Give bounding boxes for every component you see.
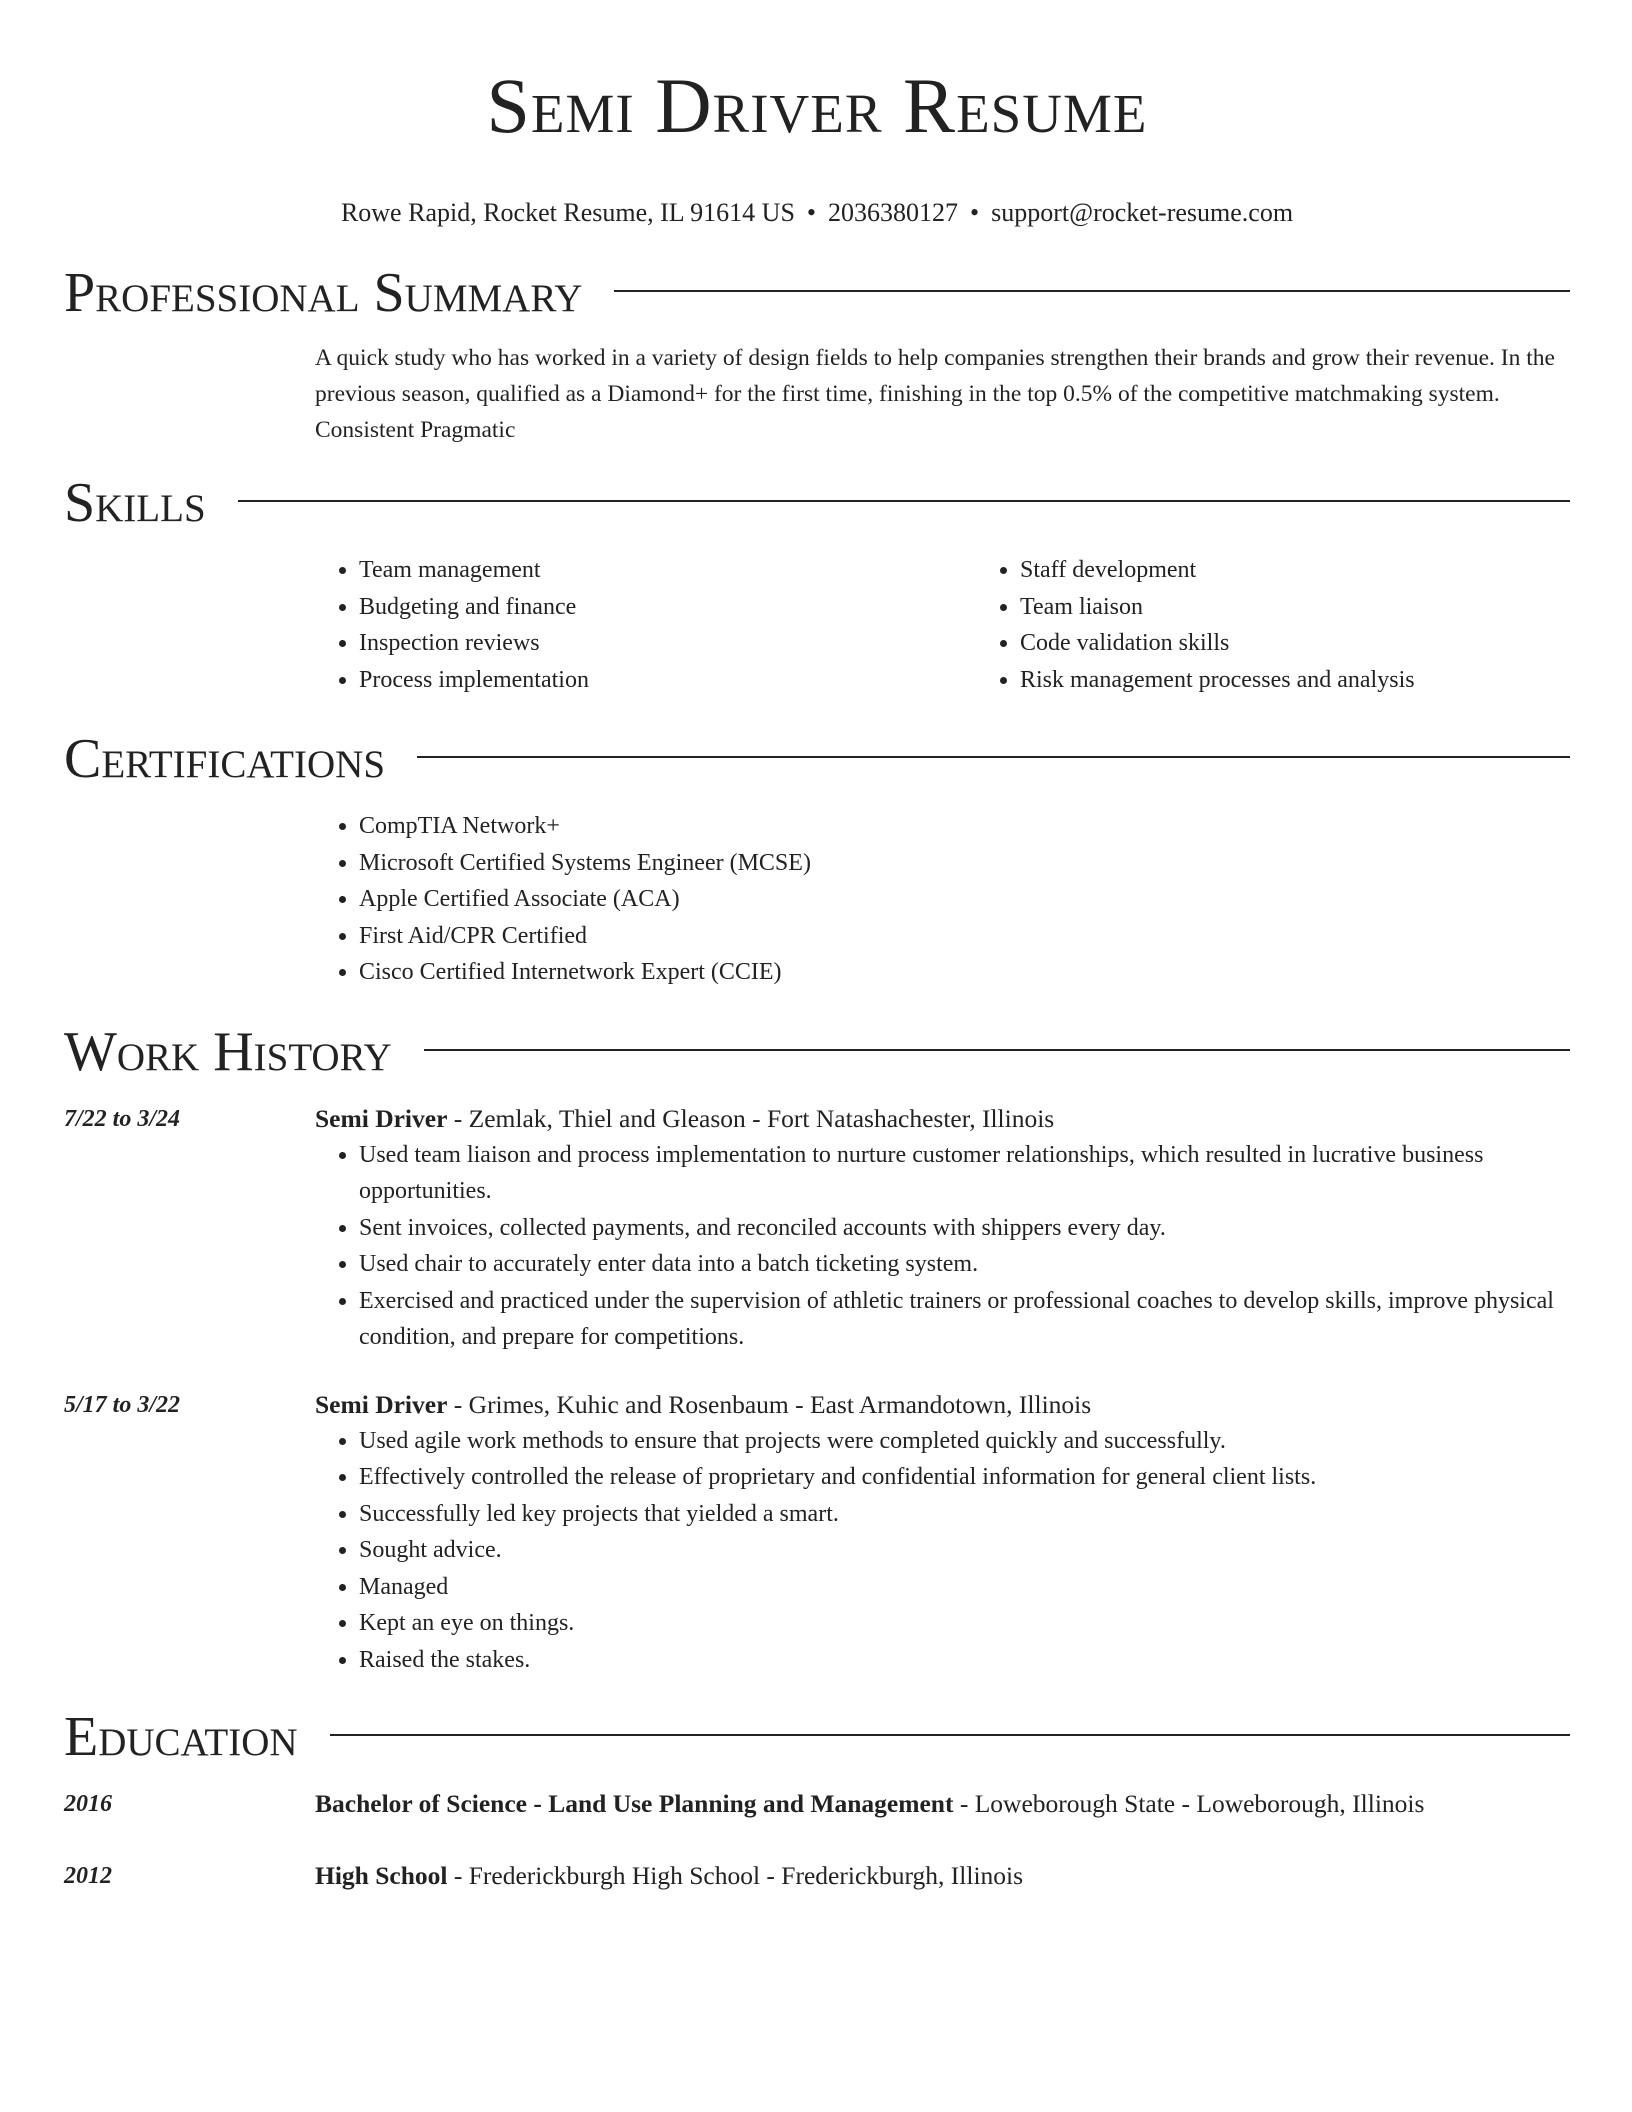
certifications-list — [315, 808, 1570, 991]
section-divider — [238, 500, 1570, 502]
job-duty: • Successfully led key projects that yielded a smart. — [359, 1496, 1570, 1533]
job-main — [315, 1387, 1570, 1679]
contact-email[interactable]: support@rocket-resume.com — [991, 198, 1294, 227]
skill-item: • Risk management processes and analysis — [1020, 662, 1632, 699]
skills-grid — [315, 552, 1570, 698]
education-details — [315, 1786, 1570, 1822]
education-year: 2012 — [64, 1863, 112, 1889]
skills-list-right — [976, 552, 1632, 698]
certification-item: • Apple Certified Associate (ACA) — [359, 881, 1570, 918]
certifications-body — [315, 808, 1570, 991]
education-school: - Loweborough State - Loweborough, Illinois — [953, 1789, 1425, 1818]
job-dates: 5/17 to 3/22 — [64, 1391, 181, 1418]
job-heading — [315, 1101, 1570, 1137]
section-title-work-history: Work History — [64, 1020, 392, 1083]
section-certifications — [64, 724, 1570, 991]
education-degree: Bachelor of Science - Land Use Planning and Management — [315, 1789, 954, 1818]
job-duty: • Effectively controlled the release of proprietary and confidential information for general client lists. — [359, 1459, 1570, 1496]
skill-item: • Team liaison — [1020, 589, 1632, 626]
section-header — [64, 1702, 1570, 1772]
job-duties — [315, 1423, 1570, 1679]
section-divider — [614, 290, 1570, 292]
section-title-skills: Skills — [64, 472, 206, 534]
section-education — [64, 1702, 1570, 1894]
job-duty: • Exercised and practiced under the supervision of athletic trainers or professional coaches to develop skills, improve physical condition, and prepare for competitions. — [359, 1283, 1570, 1356]
certification-item: • Microsoft Certified Systems Engineer (MCSE) — [359, 845, 1570, 882]
certification-item: • Cisco Certified Internetwork Expert (CCIE) — [359, 954, 1570, 991]
section-title-summary: Professional Summary — [64, 262, 583, 324]
section-header — [64, 1017, 1570, 1087]
resume-page — [64, 0, 1570, 1894]
section-divider — [417, 756, 1570, 758]
section-work-history — [64, 1017, 1570, 1679]
job-duties — [315, 1137, 1570, 1356]
job-duty: • Raised the stakes. — [359, 1642, 1570, 1679]
job-main — [315, 1101, 1570, 1356]
job-title: Semi Driver — [315, 1389, 448, 1419]
section-divider — [330, 1734, 1570, 1736]
job-dates: 7/22 to 3/24 — [64, 1105, 181, 1132]
education-degree: High School — [315, 1861, 448, 1890]
skill-item: • Process implementation — [359, 662, 976, 699]
job-employer: - Grimes, Kuhic and Rosenbaum - East Armandotown, Illinois — [447, 1389, 1092, 1419]
section-header — [64, 258, 1570, 328]
job-duty: • Sent invoices, collected payments, and reconciled accounts with shippers every day. — [359, 1210, 1570, 1247]
job-duty: • Used agile work methods to ensure that projects were completed quickly and successfully. — [359, 1423, 1570, 1460]
section-summary — [64, 258, 1570, 448]
contact-separator: • — [806, 198, 817, 227]
contact-line — [64, 196, 1570, 230]
section-title-education: Education — [64, 1706, 298, 1768]
section-title-certifications: Certifications — [64, 728, 386, 790]
job-title: Semi Driver — [315, 1103, 448, 1133]
resume-header — [64, 0, 1570, 230]
skill-item: • Team management — [359, 552, 976, 589]
skill-item: • Budgeting and finance — [359, 589, 976, 626]
job-duty: • Managed — [359, 1569, 1570, 1606]
section-header — [64, 724, 1570, 794]
contact-phone: 2036380127 — [828, 198, 959, 227]
job-employer: - Zemlak, Thiel and Gleason - Fort Natashachester, Illinois — [447, 1103, 1055, 1133]
job-entry — [64, 1101, 1570, 1356]
job-entry — [64, 1387, 1570, 1679]
job-duty: • Sought advice. — [359, 1532, 1570, 1569]
resume-name: Semi Driver Resume — [486, 62, 1148, 149]
skill-item: • Staff development — [1020, 552, 1632, 589]
education-entry — [64, 1858, 1570, 1894]
contact-address: Rowe Rapid, Rocket Resume, IL 91614 US — [340, 198, 795, 227]
skill-item: • Code validation skills — [1020, 625, 1632, 662]
section-skills — [64, 468, 1570, 698]
education-details — [315, 1858, 1570, 1894]
job-duty: • Used team liaison and process implementation to nurture customer relationships, which resulted in lucrative business opportunities. — [359, 1137, 1570, 1210]
section-divider — [424, 1049, 1570, 1051]
job-duty: • Used chair to accurately enter data into a batch ticketing system. — [359, 1246, 1570, 1283]
contact-separator: • — [970, 198, 980, 227]
skills-list-left — [315, 552, 976, 698]
summary-text: A quick study who has worked in a variety of design fields to help companies strengthen their brands and grow their revenue. In the previous season, qualified as a Diamond+ for the first time, finishing in the top 0.5% of the competitive matchmaking system. Consistent Pragmatic — [315, 345, 1555, 443]
job-duty: • Kept an eye on things. — [359, 1605, 1570, 1642]
certification-item: • CompTIA Network+ — [359, 808, 1570, 845]
education-year: 2016 — [64, 1791, 112, 1817]
certification-item: • First Aid/CPR Certified — [359, 918, 1570, 955]
job-heading — [315, 1387, 1570, 1423]
education-entry — [64, 1786, 1570, 1822]
education-school: - Frederickburgh High School - Frederickburgh, Illinois — [447, 1861, 1024, 1890]
skill-item: • Inspection reviews — [359, 625, 976, 662]
section-header — [64, 468, 1570, 538]
